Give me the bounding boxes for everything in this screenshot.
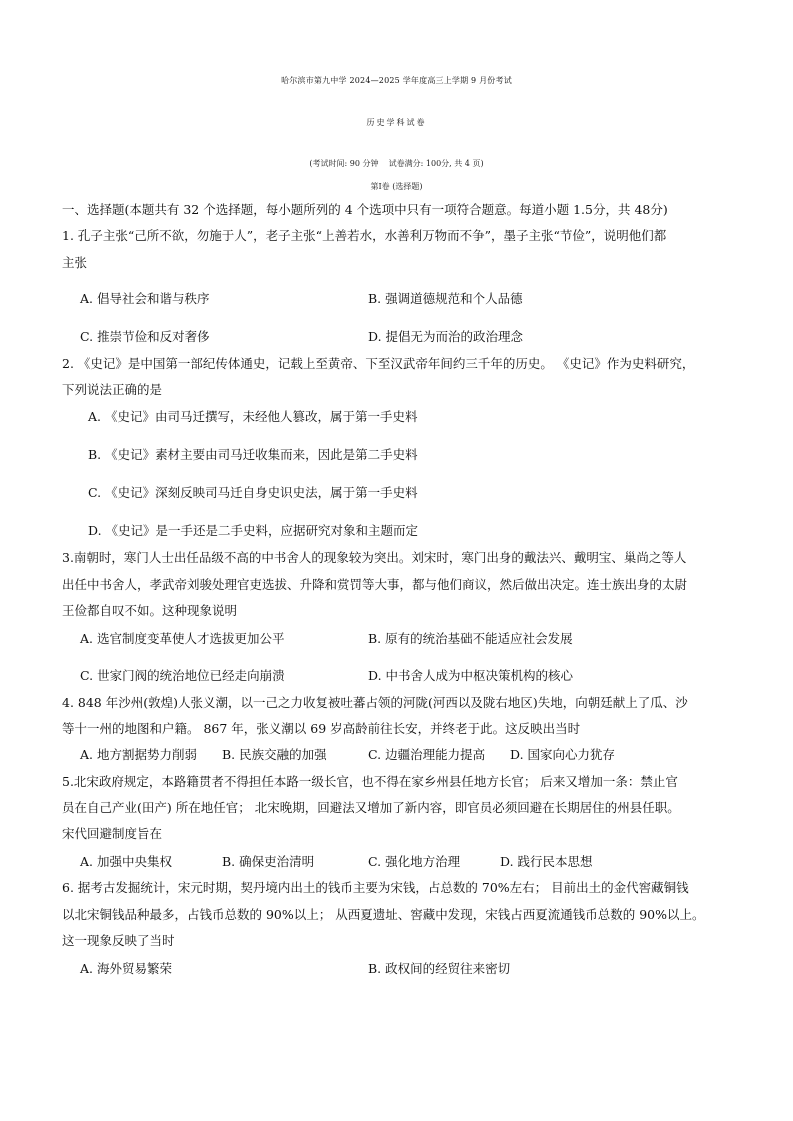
question-6-option-b: B. 政权间的经贸往来密切: [368, 961, 511, 976]
question-1-line-2: 主张: [62, 255, 88, 270]
question-3-option-d: D. 中书舍人成为中枢决策机构的核心: [368, 668, 574, 683]
question-5-option-c: C. 强化地方治理: [368, 854, 461, 869]
question-1-option-c: C. 推崇节俭和反对奢侈: [80, 329, 210, 344]
question-4-line-2: 等十一州的地图和户籍。 867 年，张义潮以 69 岁高龄前往长安，并终老于此。这反映出当时: [62, 721, 581, 736]
question-6-line-2: 以北宋铜钱品种最多，占钱币总数的 90%以上； 从西夏遗址、窖藏中发现，宋钱占西夏流通钱币总数的 90%以上。: [62, 907, 705, 922]
question-5-line-3: 宋代回避制度旨在: [62, 826, 163, 841]
volume-label: 第Ⅰ卷 (选择题): [370, 182, 423, 191]
question-2-option-c: C. 《史记》深刻反映司马迁自身史识史法，属于第一手史料: [88, 485, 418, 500]
question-5-option-d: D. 践行民本思想: [500, 854, 593, 869]
question-5-option-a: A. 加强中央集权: [80, 854, 172, 869]
question-4-line-1: 4. 848 年沙州(敦煌)人张义潮，以一己之力收复被吐蕃占领的河陇(河西以及陇右地区)失地，向朝廷献上了瓜、沙: [62, 695, 688, 710]
question-5-line-1: 5.北宋政府规定，本路籍贯者不得担任本路一级长官，也不得在家乡州县任地方长官； 后来又增加一条：禁止官: [62, 774, 678, 789]
question-2-option-d: D. 《史记》是一手还是二手史料，应据研究对象和主题而定: [88, 523, 419, 538]
subject-title: 历史学科试卷: [366, 118, 427, 127]
question-2-option-b: B. 《史记》素材主要由司马迁收集而来，因此是第二手史料: [88, 447, 418, 462]
question-4-option-a: A. 地方割据势力削弱: [80, 747, 197, 762]
question-5-option-b: B. 确保吏治清明: [222, 854, 315, 869]
section-instruction: 一、选择题(本题共有 32 个选择题，每小题所列的 4 个选项中只有一项符合题意。每道小题 1.5分，共 48分): [62, 202, 668, 217]
question-5-line-2: 员在自己产业(田产) 所在地任官； 北宋晚期，回避法又增加了新内容，即官员必须回避在长期居住的州县任职。: [62, 800, 680, 815]
question-3-line-3: 王俭都自叹不如。这种现象说明: [62, 603, 238, 618]
question-2-option-a: A. 《史记》由司马迁撰写，未经他人篡改，属于第一手史料: [88, 409, 418, 424]
question-3-option-a: A. 选官制度变革使人才选拔更加公平: [80, 631, 285, 646]
question-2-line-2: 下列说法正确的是: [62, 382, 163, 397]
exam-info: (考试时间: 90 分钟 试卷满分: 100分, 共 4 页): [309, 159, 484, 168]
question-3-line-2: 出任中书舍人，孝武帝刘骏处理官吏选拔、升降和赏罚等大事，都与他们商议，然后做出决定。连士族出身的太尉: [62, 577, 688, 592]
question-3-line-1: 3.南朝时，寒门人士出任品级不高的中书舍人的现象较为突出。刘宋时，寒门出身的戴法兴、戴明宝、巢尚之等人: [62, 550, 687, 565]
question-1-line-1: 1. 孔子主张“己所不欲，勿施于人”，老子主张“上善若水，水善利万物而不争”，墨子主张“节俭”，说明他们都: [62, 228, 667, 243]
question-3-option-b: B. 原有的统治基础不能适应社会发展: [368, 631, 573, 646]
question-4-option-d: D. 国家向心力犹存: [510, 747, 616, 762]
question-1-option-a: A. 倡导社会和谐与秩序: [80, 291, 210, 306]
question-1-option-b: B. 强调道德规范和个人品德: [368, 291, 523, 306]
question-6-line-1: 6. 据考古发掘统计，宋元时期，契丹境内出土的钱币主要为宋钱，占总数的 70%左右； 目前出土的金代窖藏铜钱: [62, 880, 689, 895]
exam-title: 哈尔滨市第九中学 2024—2025 学年度高三上学期 9 月份考试: [281, 76, 512, 85]
question-2-line-1: 2. 《史记》是中国第一部纪传体通史，记载上至黄帝、下至汉武帝年间约三千年的历史。 《史记》作为史料研究，: [62, 356, 695, 371]
question-4-option-b: B. 民族交融的加强: [222, 747, 327, 762]
question-4-option-c: C. 边疆治理能力提高: [368, 747, 486, 762]
question-1-option-d: D. 提倡无为而治的政治理念: [368, 329, 524, 344]
question-3-option-c: C. 世家门阀的统治地位已经走向崩溃: [80, 668, 285, 683]
question-6-option-a: A. 海外贸易繁荣: [80, 961, 172, 976]
question-6-line-3: 这一现象反映了当时: [62, 933, 175, 948]
